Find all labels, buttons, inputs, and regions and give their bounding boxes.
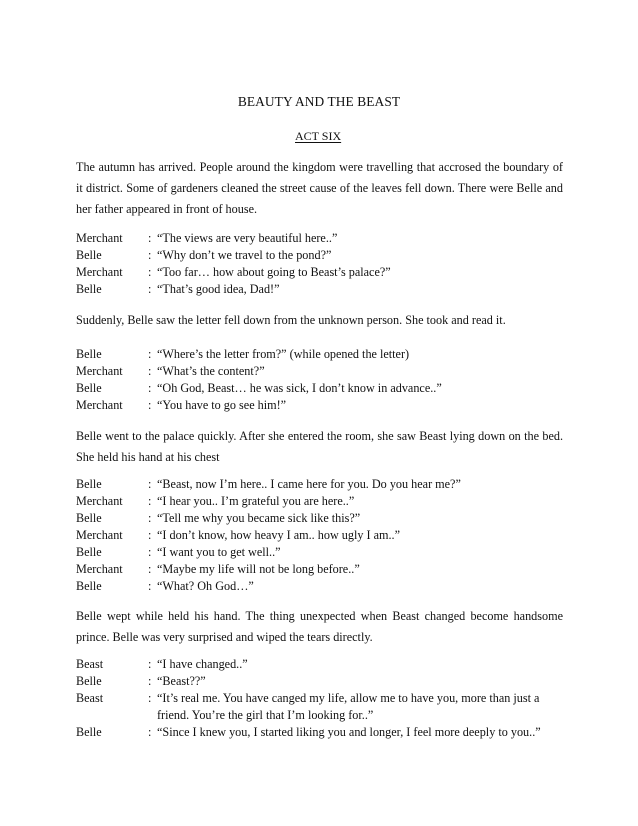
speaker-name: Merchant [76, 231, 123, 245]
act-heading: ACT SIX [295, 129, 342, 143]
dialogue-line: Merchant : “I don’t know, how heavy I am.. how ugly I am..” [76, 527, 576, 544]
dialogue-line: Belle : “Tell me why you became sick like this?” [76, 510, 576, 527]
dialogue-text: “Beast, now I’m here.. I came here for you. Do you hear me?” [157, 477, 461, 491]
dialogue-line: Merchant : “I hear you.. I’m grateful you are here..” [76, 493, 576, 510]
speaker-name: Beast [76, 691, 104, 705]
speaker-name: Belle [76, 674, 102, 688]
speaker-name: Beast [76, 657, 104, 671]
speaker-name: Belle [76, 477, 102, 491]
narration-paragraph-2: Suddenly, Belle saw the letter fell down from the unknown person. She took and read it. [76, 313, 506, 327]
dialogue-text: “Why don’t we travel to the pond?” [157, 248, 332, 262]
narration-paragraph-3: Belle went to the palace quickly. After she entered the room, she saw Beast lying down on the bed. She held his hand at his chest [76, 429, 563, 464]
dialogue-text: “Beast??” [157, 674, 206, 688]
dialogue-line: Merchant : “The views are very beautiful here..” [76, 230, 576, 247]
document-title: BEAUTY AND THE BEAST [237, 94, 401, 109]
speaker-name: Merchant [76, 265, 123, 279]
dialogue-block-1 [76, 230, 576, 298]
speaker-name: Belle [76, 347, 102, 361]
dialogue-line: Belle : “That’s good idea, Dad!” [76, 281, 576, 298]
dialogue-text: “Since I knew you, I started liking you and longer, I feel more deeply to you..” [157, 725, 541, 739]
dialogue-text: “Oh God, Beast… he was sick, I don’t know in advance..” [157, 381, 442, 395]
dialogue-text: “What? Oh God…” [157, 579, 254, 593]
dialogue-line: Beast : “It’s real me. You have canged my life, allow me to have you, more than just a friend. You’re the girl that I’m looking for..” [76, 690, 576, 724]
dialogue-text: “I don’t know, how heavy I am.. how ugly I am..” [157, 528, 401, 542]
dialogue-text: “It’s real me. You have canged my life, allow me to have you, more than just a friend. You’re the girl that I’m looking for..” [157, 691, 540, 722]
dialogue-line: Belle : “I want you to get well..” [76, 544, 576, 561]
speaker-name: Merchant [76, 364, 123, 378]
dialogue-line: Belle : “Since I knew you, I started liking you and longer, I feel more deeply to you..” [76, 724, 576, 741]
dialogue-text: “Where’s the letter from?” (while opened the letter) [157, 347, 410, 361]
dialogue-line: Belle : “Oh God, Beast… he was sick, I don’t know in advance..” [76, 380, 576, 397]
dialogue-text: “What’s the content?” [157, 364, 265, 378]
dialogue-block-4 [76, 656, 576, 741]
dialogue-text: “I want you to get well..” [157, 545, 281, 559]
dialogue-line: Belle : “Beast, now I’m here.. I came here for you. Do you hear me?” [76, 476, 576, 493]
dialogue-text: “That’s good idea, Dad!” [157, 282, 280, 296]
dialogue-text: “You have to go see him!” [157, 398, 287, 412]
dialogue-line: Belle : “Beast??” [76, 673, 576, 690]
speaker-name: Belle [76, 282, 102, 296]
dialogue-line: Beast : “I have changed..” [76, 656, 576, 673]
speaker-name: Belle [76, 725, 102, 739]
speaker-name: Merchant [76, 494, 123, 508]
speaker-name: Merchant [76, 562, 123, 576]
speaker-name: Belle [76, 511, 102, 525]
dialogue-block-2 [76, 346, 576, 414]
dialogue-text: “Maybe my life will not be long before..” [157, 562, 360, 576]
dialogue-line: Merchant : “What’s the content?” [76, 363, 576, 380]
dialogue-line: Merchant : “Maybe my life will not be long before..” [76, 561, 576, 578]
dialogue-line: Merchant : “Too far… how about going to Beast’s palace?” [76, 264, 576, 281]
dialogue-text: “I have changed..” [157, 657, 248, 671]
narration-paragraph-4: Belle wept while held his hand. The thing unexpected when Beast changed become handsome prince. Belle was very surprised and wiped the tears directly. [76, 609, 563, 644]
speaker-name: Belle [76, 248, 102, 262]
dialogue-line: Belle : “Where’s the letter from?” (while opened the letter) [76, 346, 576, 363]
speaker-name: Merchant [76, 528, 123, 542]
speaker-name: Belle [76, 545, 102, 559]
dialogue-text: “Too far… how about going to Beast’s palace?” [157, 265, 391, 279]
dialogue-text: “I hear you.. I’m grateful you are here..” [157, 494, 355, 508]
dialogue-line: Belle : “Why don’t we travel to the pond?” [76, 247, 576, 264]
narration-paragraph-1: The autumn has arrived. People around the kingdom were travelling that accrosed the boundary of it district. Some of gardeners cleaned the street cause of the leaves fell down. There were Belle and her father appeared in front of house. [76, 160, 563, 216]
dialogue-text: “Tell me why you became sick like this?” [157, 511, 361, 525]
dialogue-text: “The views are very beautiful here..” [157, 231, 338, 245]
speaker-name: Belle [76, 381, 102, 395]
speaker-name: Belle [76, 579, 102, 593]
dialogue-line: Merchant : “You have to go see him!” [76, 397, 576, 414]
dialogue-block-3 [76, 476, 576, 595]
speaker-name: Merchant [76, 398, 123, 412]
dialogue-line: Belle : “What? Oh God…” [76, 578, 576, 595]
